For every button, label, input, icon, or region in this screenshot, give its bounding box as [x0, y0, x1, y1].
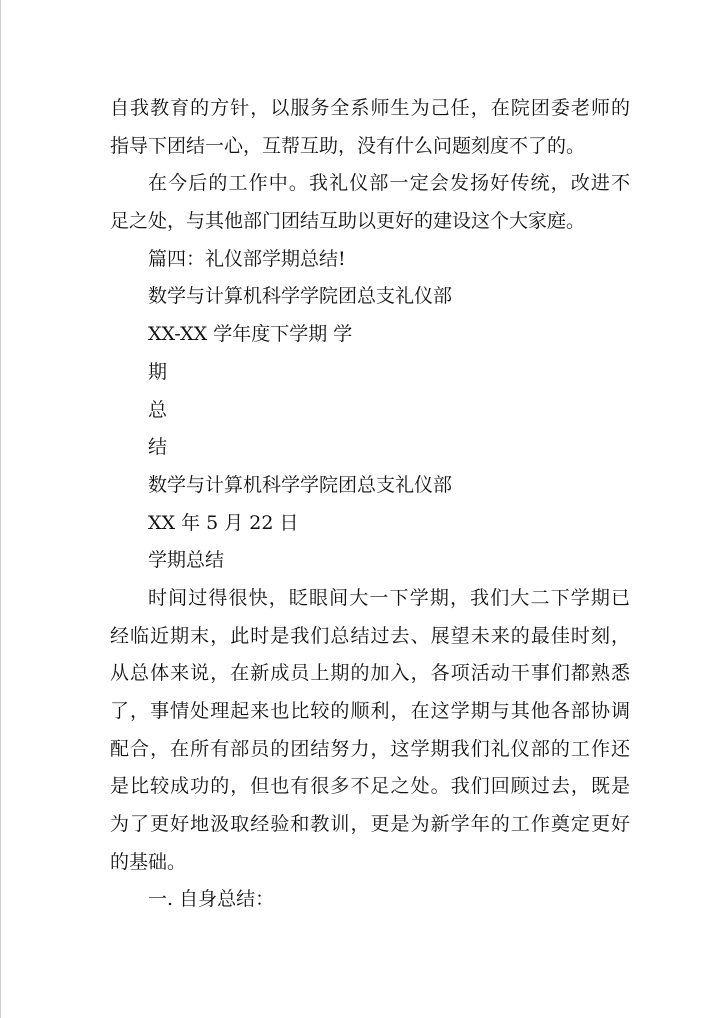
text-line: 指导下团结一心，互帮互助，没有什么问题刻度不了的。 [110, 134, 586, 157]
term-title: XX-XX 学年度下学期 学 [148, 323, 353, 346]
text-line: 在今后的工作中。我礼仪部一定会发扬好传统，改进不 [148, 172, 630, 195]
text-line: 时间过得很快，眨眼间大一下学期，我们大二下学期已 [148, 586, 630, 609]
text-line: 经临近期末，此时是我们总结过去、展望未来的最佳时刻， [110, 624, 630, 647]
text-line: 配合，在所有部员的团结努力，这学期我们礼仪部的工作还 [110, 737, 630, 760]
organization-name: 数学与计算机科学学院团总支礼仪部 [148, 473, 453, 496]
text-line: 的基础。 [110, 850, 187, 873]
body-text [110, 90, 630, 919]
document-date: XX 年 5 月 22 日 [148, 511, 299, 534]
organization-name: 数学与计算机科学学院团总支礼仪部 [148, 285, 453, 308]
text-line: 为了更好地汲取经验和教训，更是为新学年的工作奠定更好 [110, 813, 630, 836]
text-line: 足之处，与其他部门团结互助以更好的建设这个大家庭。 [110, 210, 586, 233]
subsection-heading: 一. 自身总结： [148, 888, 275, 911]
text-line: 自我教育的方针，以服务全系师生为己任，在院团委老师的 [110, 97, 630, 119]
title-char: 总 [148, 398, 168, 421]
title-char: 期 [148, 360, 168, 383]
text-line: 从总体来说，在新成员上期的加入，各项活动干事们都熟悉 [110, 662, 630, 685]
title-char: 结 [148, 436, 168, 459]
section-title: 学期总结 [148, 549, 225, 572]
section-heading: 篇四：礼仪部学期总结! [148, 247, 346, 270]
text-line: 了，事情处理起来也比较的顺利，在这学期与其他各部协调 [110, 700, 630, 722]
text-line: 是比较成功的，但也有很多不足之处。我们回顾过去，既是 [110, 775, 630, 798]
